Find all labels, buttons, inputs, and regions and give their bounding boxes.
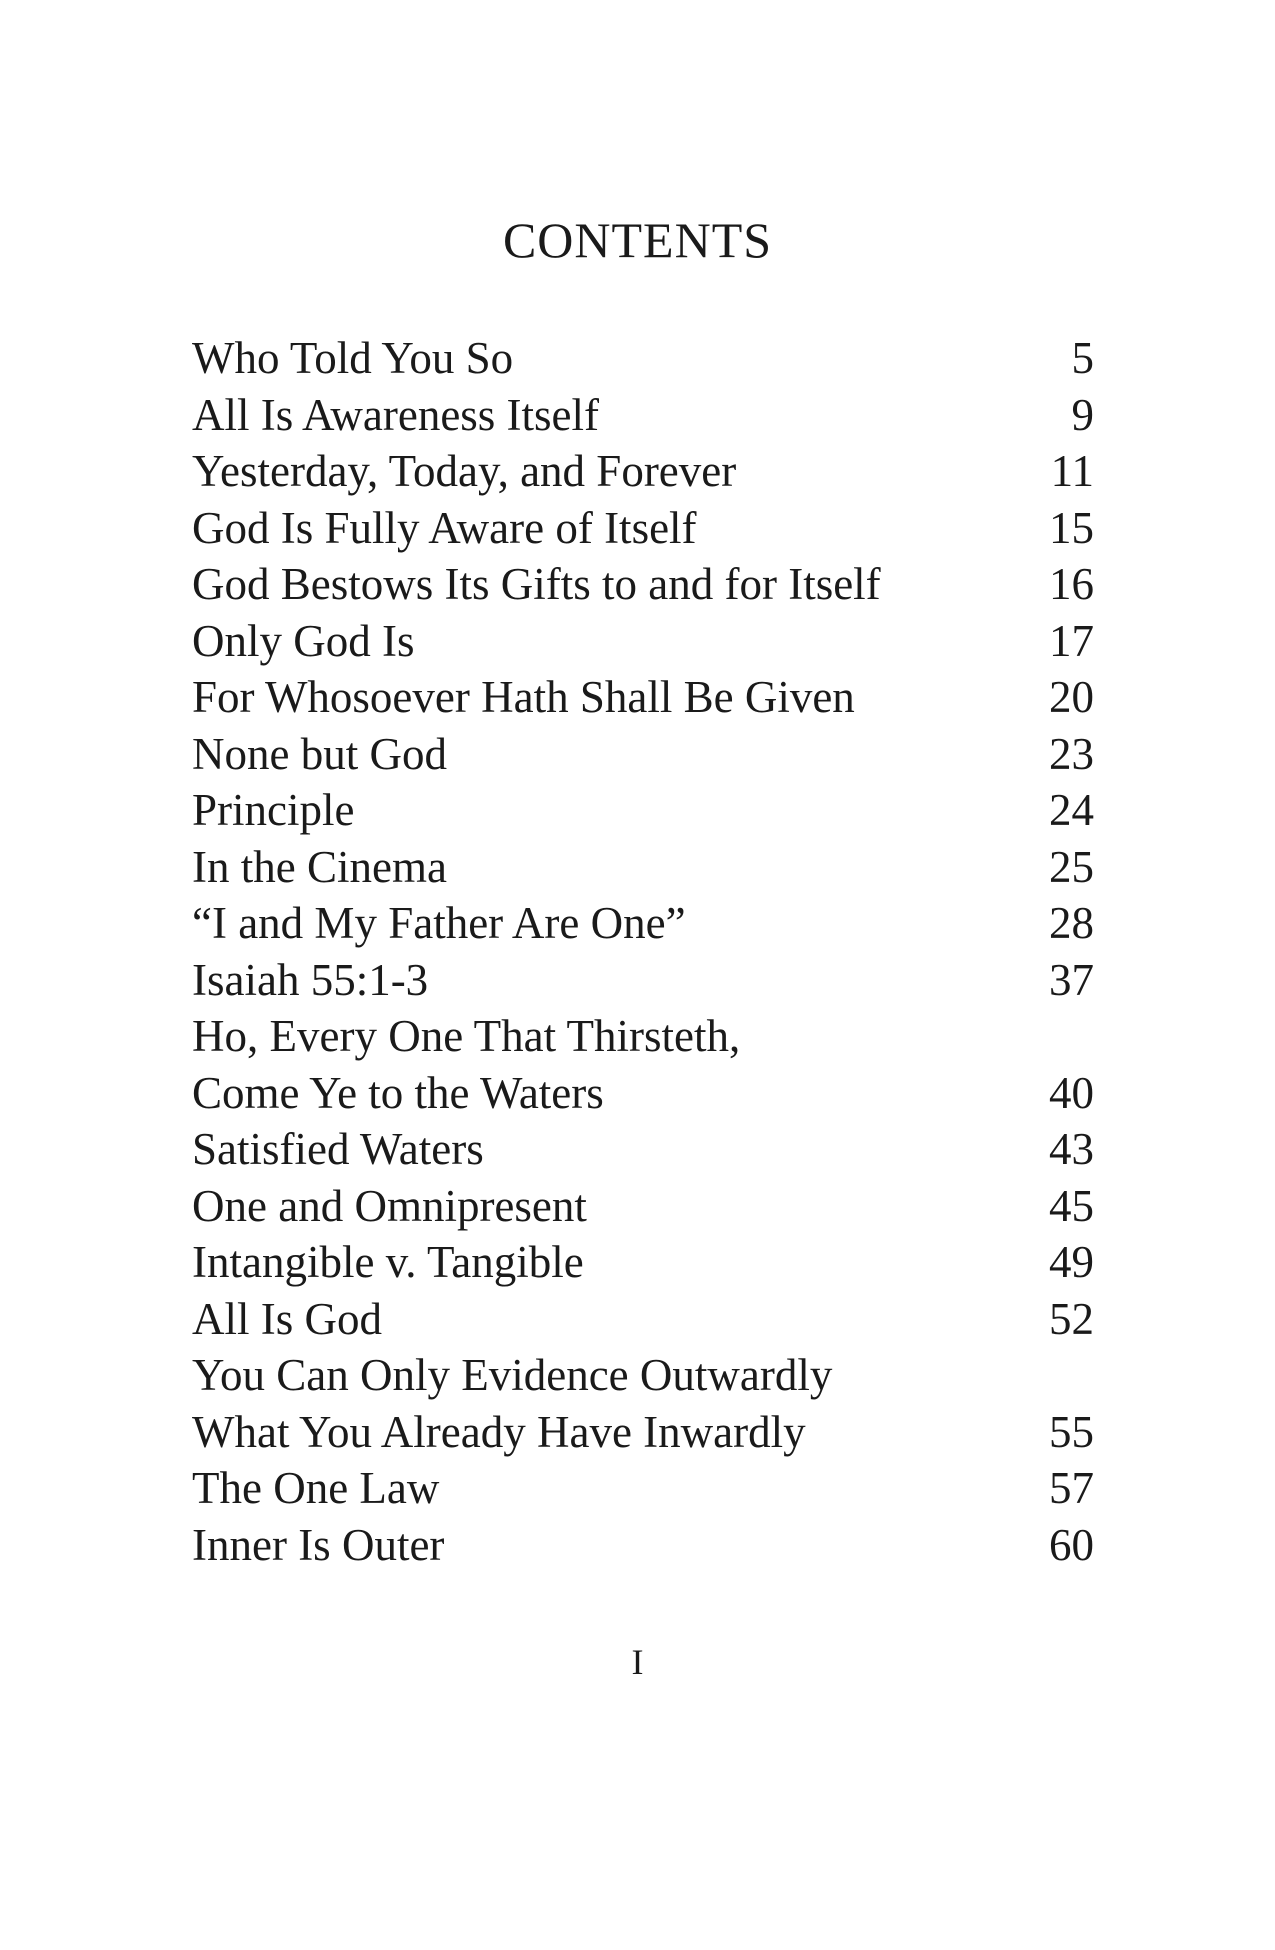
toc-entry: [192, 1291, 1094, 1348]
toc-entry-title: Only God Is: [192, 615, 415, 666]
toc-entry-page: 11: [1050, 446, 1094, 496]
toc-entry-title: None but God: [192, 728, 447, 779]
toc-entry-title: Inner Is Outer: [192, 1519, 445, 1570]
toc-entry-page: 17: [1049, 615, 1094, 666]
toc-entry-title: Ho, Every One That Thirsteth,: [192, 1011, 741, 1061]
toc-entry: [192, 952, 1094, 1009]
toc-entry: [192, 895, 1094, 952]
toc-entry-title: What You Already Have Inwardly: [192, 1406, 806, 1457]
toc-entry-title: God Bestows Its Gifts to and for Itself: [192, 559, 881, 609]
toc-entry-page: 16: [1049, 559, 1094, 609]
toc-entry: [192, 443, 1094, 500]
toc-entry-title: Come Ye to the Waters: [192, 1067, 604, 1118]
toc-entry-page: 37: [1049, 954, 1094, 1005]
toc-entry-page: 52: [1049, 1293, 1094, 1344]
toc-entry-page: 43: [1049, 1124, 1094, 1174]
toc-entry-title: One and Omnipresent: [192, 1180, 587, 1231]
toc-entry-title: Who Told You So: [192, 333, 514, 383]
toc-entry-title: All Is God: [192, 1293, 382, 1344]
toc-entry: [192, 1008, 1094, 1065]
toc-entry-page: 25: [1049, 841, 1094, 892]
toc-entry-page: 60: [1049, 1519, 1094, 1570]
toc-entry: [192, 839, 1094, 896]
toc-entry-title: “I and My Father Are One”: [192, 898, 686, 948]
toc-entry: [192, 782, 1094, 839]
toc-entry-page: 15: [1049, 502, 1094, 553]
toc-entry: [192, 500, 1094, 557]
toc-entry: [192, 387, 1094, 444]
toc-entry-page: 9: [1071, 389, 1094, 440]
toc-entry: [192, 1460, 1094, 1517]
toc-entry-title: The One Law: [192, 1463, 440, 1513]
toc-entry-page: 5: [1071, 333, 1094, 383]
toc-entry: [192, 1065, 1094, 1122]
toc-entry: [192, 726, 1094, 783]
table-of-contents: [192, 330, 1094, 1573]
toc-entry-title: All Is Awareness Itself: [192, 389, 600, 440]
toc-entry: [192, 1347, 1094, 1404]
toc-entry-title: Satisfied Waters: [192, 1124, 484, 1174]
toc-entry-page: 57: [1049, 1463, 1094, 1513]
toc-entry-page: 55: [1049, 1406, 1094, 1457]
toc-entry-page: 40: [1049, 1067, 1094, 1118]
toc-entry: [192, 556, 1094, 613]
toc-entry-title: You Can Only Evidence Outwardly: [192, 1350, 833, 1400]
toc-entry: [192, 1234, 1094, 1291]
toc-entry-page: 28: [1049, 898, 1094, 948]
toc-entry: [192, 1178, 1094, 1235]
toc-entry-title: Isaiah 55:1-3: [192, 954, 429, 1005]
page-number: I: [631, 1642, 644, 1682]
toc-entry-title: God Is Fully Aware of Itself: [192, 502, 697, 553]
toc-entry-title: Yesterday, Today, and Forever: [192, 446, 737, 496]
toc-entry: [192, 669, 1094, 726]
toc-entry-page: 20: [1049, 672, 1094, 722]
toc-entry: [192, 1404, 1094, 1461]
toc-entry-page: 23: [1049, 728, 1094, 779]
toc-entry-page: 49: [1049, 1237, 1094, 1287]
toc-entry-title: Principle: [192, 785, 355, 835]
toc-entry-title: For Whosoever Hath Shall Be Given: [192, 672, 855, 722]
toc-entry: [192, 1121, 1094, 1178]
toc-entry-title: In the Cinema: [192, 841, 447, 892]
toc-entry: [192, 330, 1094, 387]
toc-entry: [192, 1517, 1094, 1574]
toc-entry-page: 45: [1049, 1180, 1094, 1231]
toc-entry: [192, 613, 1094, 670]
toc-entry-title: Intangible v. Tangible: [192, 1237, 584, 1287]
page-title: CONTENTS: [502, 212, 773, 268]
toc-entry-page: 24: [1049, 785, 1094, 835]
